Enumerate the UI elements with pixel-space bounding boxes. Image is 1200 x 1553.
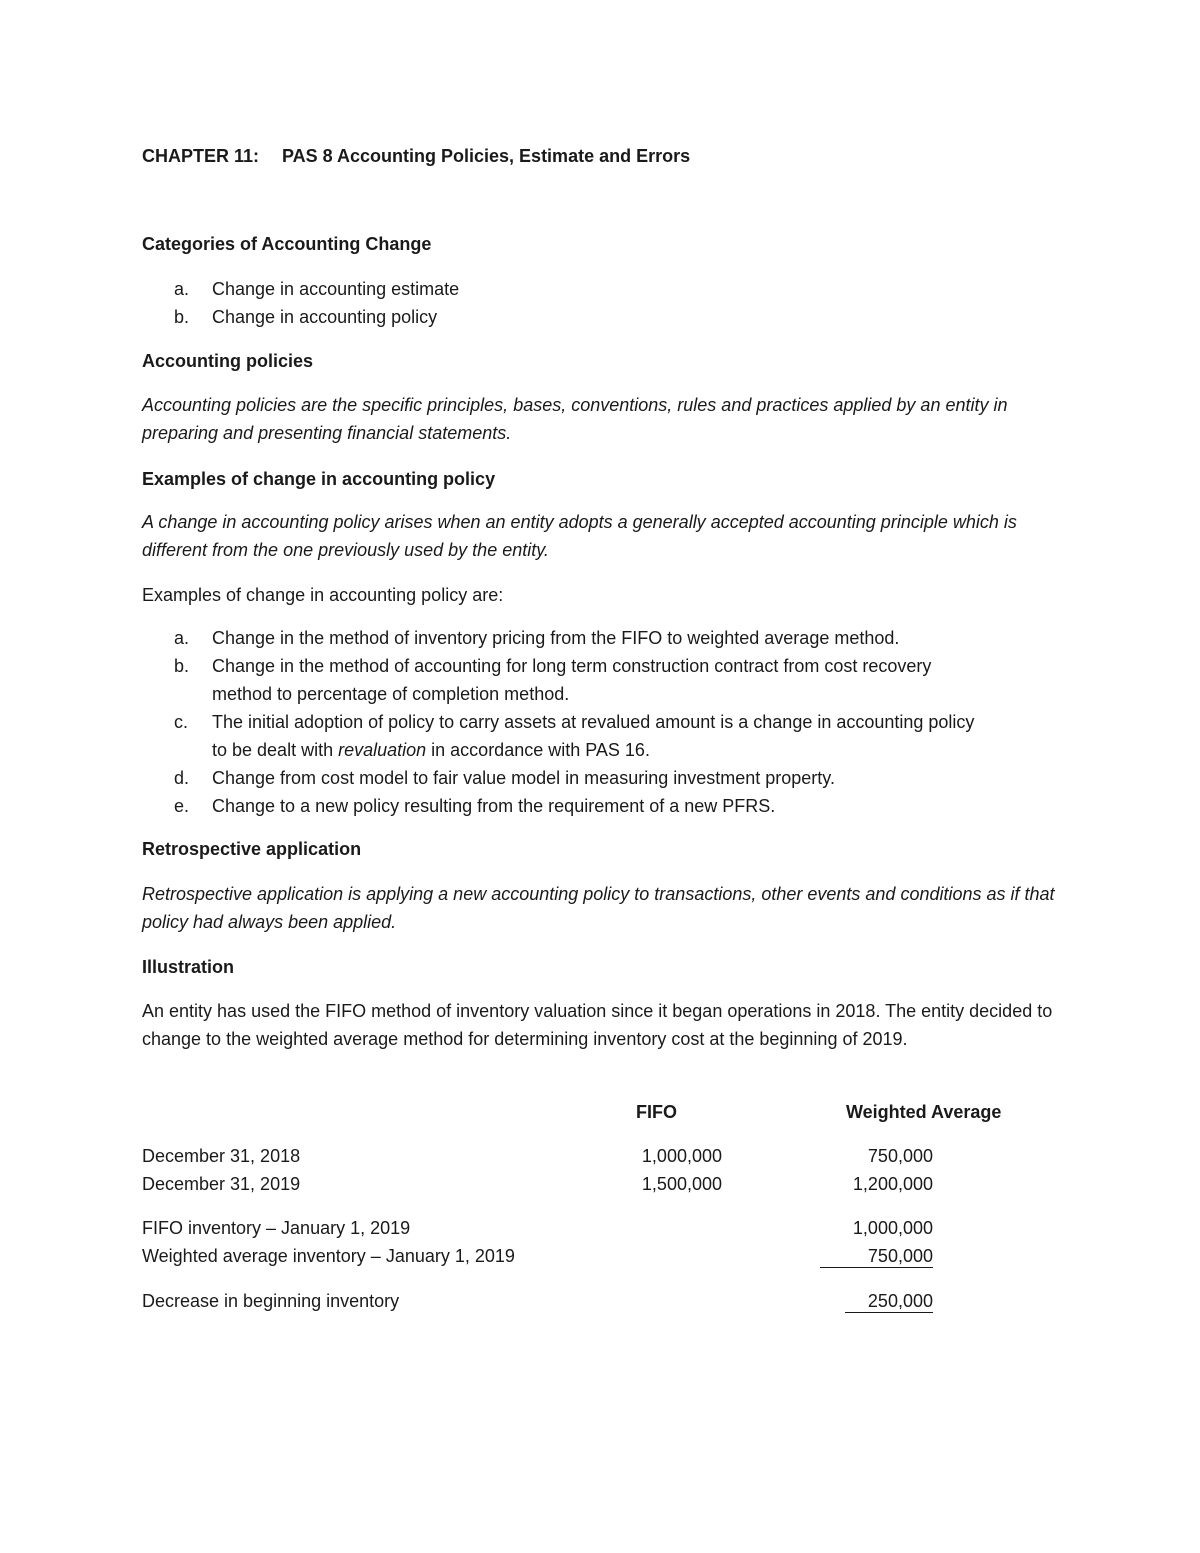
list-marker: a. (174, 628, 190, 648)
computation-label: Weighted average inventory – January 1, 2019 (142, 1246, 515, 1266)
categories-heading: Categories of Accounting Change (142, 234, 432, 254)
revaluation-term: revaluation (338, 740, 427, 760)
list-marker: d. (174, 768, 190, 788)
list-marker: e. (174, 796, 190, 816)
table-cell-fifo: 1,500,000 (641, 1174, 722, 1194)
list-item-continuation: method to percentage of completion method. (212, 684, 570, 704)
list-marker: b. (174, 656, 190, 676)
categories-list (142, 279, 1042, 339)
examples-heading: Examples of change in accounting policy (142, 469, 496, 489)
illustration-paragraph: An entity has used the FIFO method of inventory valuation since it began operations in 2018. The entity decided to change to the weighted average method for determining inventory cost at the beginning of 2019. (142, 1001, 1053, 1049)
list-item-continuation: to be dealt with revaluation in accordance with PAS 16. (212, 740, 650, 760)
table-row-label: December 31, 2019 (142, 1174, 301, 1194)
table-cell-fifo: 1,000,000 (641, 1146, 722, 1166)
computation-amount: 1,000,000 (852, 1218, 933, 1238)
table-row-label: December 31, 2018 (142, 1146, 301, 1166)
list-marker: a. (174, 279, 190, 299)
chapter-label: CHAPTER 11: (142, 146, 260, 166)
retrospective-heading: Retrospective application (142, 839, 362, 859)
chapter-title: PAS 8 Accounting Policies, Estimate and Errors (282, 146, 691, 166)
list-item: Change in the method of accounting for long term construction contract from cost recovery (212, 656, 932, 676)
accounting-policies-heading: Accounting policies (142, 351, 314, 371)
table-cell-wavg: 1,200,000 (852, 1174, 933, 1194)
illustration-heading: Illustration (142, 957, 235, 977)
column-header-weighted-average: Weighted Average (846, 1102, 1002, 1122)
retrospective-definition: Retrospective application is applying a new accounting policy to transactions, other events and conditions as if that policy had always been applied. (142, 884, 1055, 932)
list-item: Change in accounting estimate (212, 279, 460, 299)
list-item: Change in the method of inventory pricing from the FIFO to weighted average method. (212, 628, 900, 648)
column-header-fifo: FIFO (636, 1102, 677, 1122)
list-item: The initial adoption of policy to carry assets at revalued amount is a change in accounting policy (212, 712, 975, 732)
accounting-policies-definition: Accounting policies are the specific principles, bases, conventions, rules and practices applied by an entity in preparing and presenting financial statements. (142, 395, 1008, 443)
examples-intro: Examples of change in accounting policy are: (142, 585, 504, 605)
result-amount: 250,000 (845, 1291, 933, 1313)
computation-label: FIFO inventory – January 1, 2019 (142, 1218, 411, 1238)
table-cell-wavg: 750,000 (867, 1146, 933, 1166)
list-marker: b. (174, 307, 190, 327)
list-marker: c. (174, 712, 189, 732)
list-item: Change to a new policy resulting from the requirement of a new PFRS. (212, 796, 776, 816)
examples-list (142, 628, 1062, 828)
list-item: Change from cost model to fair value model in measuring investment property. (212, 768, 835, 788)
computation-amount: 750,000 (820, 1246, 933, 1268)
list-item: Change in accounting policy (212, 307, 438, 327)
result-label: Decrease in beginning inventory (142, 1291, 400, 1311)
examples-definition: A change in accounting policy arises when an entity adopts a generally accepted accounting principle which is different from the one previously used by the entity. (142, 512, 1017, 560)
